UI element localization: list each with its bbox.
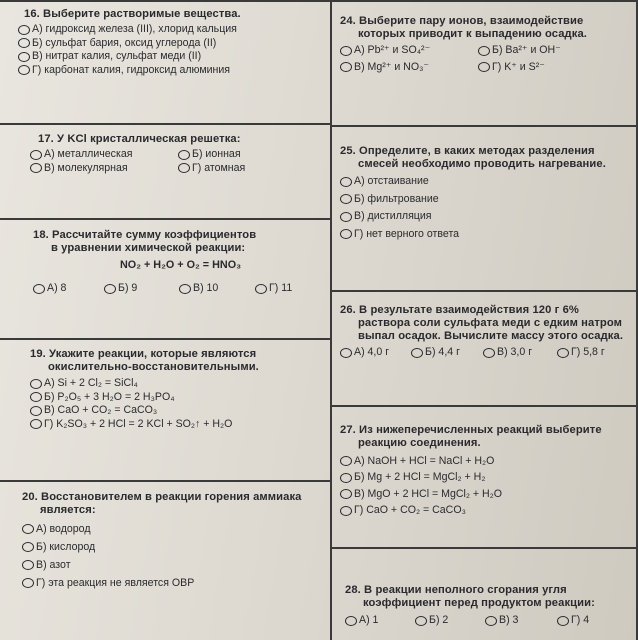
- radio-icon: [18, 25, 30, 35]
- radio-icon: [485, 616, 497, 626]
- q28-option-d[interactable]: Г) 4: [557, 614, 589, 628]
- radio-icon: [411, 348, 423, 358]
- question-24-title: 24. Выберите пару ионов, взаимодействие которых приводит к выпадению осадка.: [340, 15, 587, 40]
- q19-option-a[interactable]: А) Si + 2 Cl₂ = SiCl₄: [30, 377, 326, 391]
- radio-icon: [18, 38, 30, 48]
- q25-option-b[interactable]: Б) фильтрование: [340, 191, 632, 209]
- radio-icon: [340, 177, 352, 187]
- question-17: [30, 133, 325, 175]
- q26-option-c[interactable]: В) 3,0 г: [483, 346, 557, 360]
- radio-icon: [178, 150, 190, 160]
- q20-option-c[interactable]: В) азот: [22, 556, 328, 574]
- radio-icon: [30, 392, 42, 402]
- radio-icon: [33, 284, 45, 294]
- radio-icon: [340, 212, 352, 222]
- q26-option-a[interactable]: А) 4,0 г: [340, 346, 411, 360]
- question-28: [345, 584, 635, 628]
- radio-icon: [179, 284, 191, 294]
- q18-option-d[interactable]: Г) 11: [255, 282, 292, 296]
- rule-right-3: [330, 405, 638, 407]
- radio-icon: [557, 348, 569, 358]
- top-rule: [0, 0, 638, 2]
- question-28-title: 28. В реакции неполного сгорания угля коэффициент перед продуктом реакции:: [345, 584, 595, 609]
- radio-icon: [30, 379, 42, 389]
- question-17-title: 17. У KCl кристаллическая решетка:: [38, 133, 241, 145]
- radio-icon: [557, 616, 569, 626]
- q26-option-d[interactable]: Г) 5,8 г: [557, 346, 605, 360]
- q24-option-d[interactable]: Г) K⁺ и S²⁻: [478, 61, 545, 75]
- q24-option-b[interactable]: Б) Ba²⁺ и OH⁻: [478, 44, 561, 58]
- question-20-title: 20. Восстановителем в реакции горения аммиака является:: [22, 491, 302, 516]
- q19-option-c[interactable]: В) CaO + CO₂ = CaCO₃: [30, 404, 326, 418]
- radio-icon: [22, 578, 34, 588]
- question-26-title: 26. В результате взаимодействия 120 г 6% раствора соли сульфата меди с едким натром выпал осадок. Вычислите массу этого осадка.: [340, 304, 624, 342]
- question-18-title: 18. Рассчитайте сумму коэффициентов в уравнении химической реакции:: [33, 229, 257, 254]
- rule-left-3: [0, 338, 330, 340]
- q27-option-c[interactable]: В) MgO + 2 HCl = MgCl₂ + H₂O: [340, 486, 636, 503]
- q28-option-c[interactable]: В) 3: [485, 614, 557, 628]
- rule-left-1: [0, 123, 330, 125]
- question-16-title: 16. Выберите растворимые вещества.: [24, 8, 241, 20]
- radio-icon: [345, 616, 357, 626]
- q17-option-d[interactable]: Г) атомная: [178, 162, 245, 176]
- q24-option-c[interactable]: В) Mg²⁺ и NO₃⁻: [340, 61, 478, 75]
- radio-icon: [415, 616, 427, 626]
- q16-option-d[interactable]: Г) карбонат калия, гидроксид алюминия: [18, 64, 323, 78]
- radio-icon: [340, 229, 352, 239]
- radio-icon: [30, 150, 42, 160]
- radio-icon: [478, 46, 490, 56]
- radio-icon: [30, 163, 42, 173]
- radio-icon: [478, 62, 490, 72]
- radio-icon: [340, 489, 352, 499]
- q19-option-d[interactable]: Г) K₂SO₃ + 2 HCl = 2 KCl + SO₂↑ + H₂O: [30, 418, 326, 432]
- radio-icon: [340, 62, 352, 72]
- question-27: [340, 424, 636, 519]
- q16-option-c[interactable]: В) нитрат калия, сульфат меди (II): [18, 50, 323, 64]
- q20-option-a[interactable]: А) водород: [22, 520, 328, 538]
- rule-right-4: [330, 547, 638, 549]
- radio-icon: [340, 473, 352, 483]
- q17-option-b[interactable]: Б) ионная: [178, 148, 241, 162]
- radio-icon: [483, 348, 495, 358]
- q18-option-c[interactable]: В) 10: [179, 282, 255, 296]
- radio-icon: [22, 542, 34, 552]
- q18-option-b[interactable]: Б) 9: [104, 282, 179, 296]
- q20-option-b[interactable]: Б) кислород: [22, 538, 328, 556]
- radio-icon: [255, 284, 267, 294]
- q16-option-b[interactable]: Б) сульфат бария, оксид углерода (II): [18, 37, 323, 51]
- right-rule: [636, 0, 638, 640]
- q17-option-a[interactable]: А) металлическая: [30, 148, 178, 162]
- radio-icon: [340, 194, 352, 204]
- q27-option-a[interactable]: А) NaOH + HCl = NaCl + H₂O: [340, 453, 636, 470]
- question-25-title: 25. Определите, в каких методах разделения смесей необходимо проводить нагревание.: [340, 145, 606, 170]
- q16-option-a[interactable]: А) гидроксид железа (III), хлорид кальция: [18, 23, 323, 37]
- rule-right-2: [330, 290, 638, 292]
- radio-icon: [22, 560, 34, 570]
- q19-option-b[interactable]: Б) P₂O₅ + 3 H₂O = 2 H₃PO₄: [30, 391, 326, 405]
- column-divider: [330, 0, 332, 640]
- radio-icon: [340, 456, 352, 466]
- radio-icon: [22, 524, 34, 534]
- q24-option-a[interactable]: А) Pb²⁺ и SO₄²⁻: [340, 44, 478, 58]
- q26-option-b[interactable]: Б) 4,4 г: [411, 346, 483, 360]
- q18-option-a[interactable]: А) 8: [33, 282, 104, 296]
- question-27-title: 27. Из нижеперечисленных реакций выберите реакцию соединения.: [340, 424, 602, 449]
- radio-icon: [30, 406, 42, 416]
- rule-right-1: [330, 125, 638, 127]
- q17-option-c[interactable]: В) молекулярная: [30, 162, 178, 176]
- q20-option-d[interactable]: Г) эта реакция не является ОВР: [22, 574, 328, 592]
- question-19-title: 19. Укажите реакции, которые являются окислительно-восстановительными.: [30, 348, 259, 373]
- rule-left-2: [0, 218, 330, 220]
- radio-icon: [30, 419, 42, 429]
- question-19: [30, 348, 326, 431]
- radio-icon: [340, 506, 352, 516]
- question-26: [340, 304, 636, 360]
- rule-left-4: [0, 480, 330, 482]
- radio-icon: [340, 348, 352, 358]
- q25-option-c[interactable]: В) дистилляция: [340, 208, 632, 226]
- radio-icon: [18, 65, 30, 75]
- question-20: [22, 491, 328, 592]
- q27-option-d[interactable]: Г) CaO + CO₂ = CaCO₃: [340, 503, 636, 520]
- radio-icon: [104, 284, 116, 294]
- q27-option-b[interactable]: Б) Mg + 2 HCl = MgCl₂ + H₂: [340, 470, 636, 487]
- question-25: [340, 145, 632, 243]
- question-16: [18, 8, 323, 77]
- radio-icon: [178, 163, 190, 173]
- q28-option-b[interactable]: Б) 2: [415, 614, 485, 628]
- question-24: [340, 15, 632, 74]
- q28-option-a[interactable]: А) 1: [345, 614, 415, 628]
- q18-equation: NO₂ + H₂O + O₂ = HNO₃: [120, 259, 242, 271]
- q25-option-d[interactable]: Г) нет верного ответа: [340, 226, 632, 244]
- radio-icon: [340, 46, 352, 56]
- radio-icon: [18, 52, 30, 62]
- q25-option-a[interactable]: А) отстаивание: [340, 173, 632, 191]
- question-18: [33, 229, 325, 296]
